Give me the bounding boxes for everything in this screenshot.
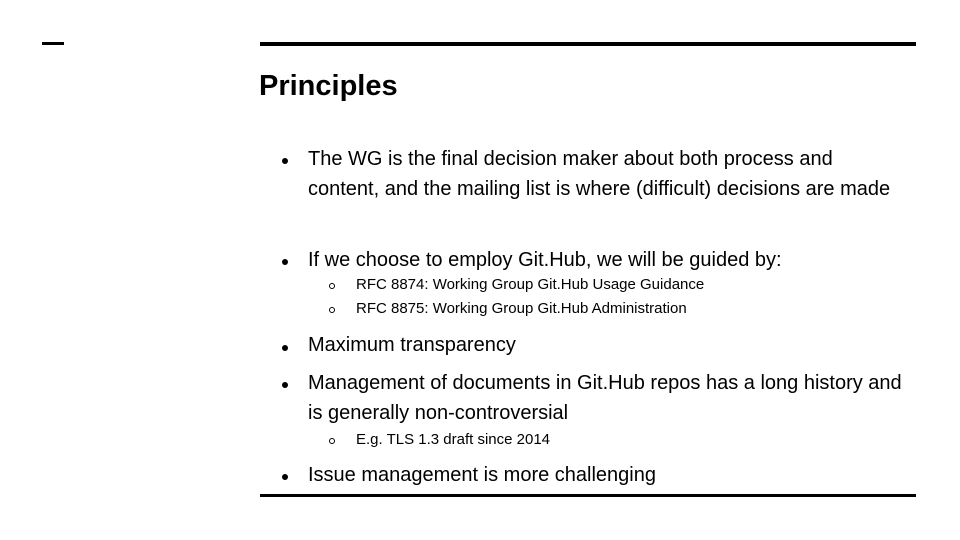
top-rule — [260, 42, 916, 46]
bullet-document-management: Management of documents in Git.Hub repos has a long history and is generally non-controversial — [308, 372, 902, 424]
sub-bullet-ring — [329, 307, 335, 313]
sub-bullet-rfc8875: RFC 8875: Working Group Git.Hub Administration — [356, 300, 687, 317]
slide-title: Principles — [259, 70, 398, 102]
bottom-rule — [260, 494, 916, 497]
bullet-dot — [282, 158, 288, 164]
bullet-issue-management: Issue management is more challenging — [308, 464, 656, 486]
sub-bullet-rfc8874: RFC 8874: Working Group Git.Hub Usage Guidance — [356, 276, 705, 293]
corner-dash — [42, 42, 64, 45]
sub-bullet-ring — [329, 283, 335, 289]
bullet-dot — [282, 345, 288, 351]
bullet-dot — [282, 474, 288, 480]
bullet-final-decision: The WG is the final decision maker about both process and content, and the mailing list is where (difficult) decisions are made — [308, 148, 891, 200]
bullet-dot — [282, 259, 288, 265]
sub-bullet-tls-example: E.g. TLS 1.3 draft since 2014 — [356, 431, 551, 448]
bullet-github-guidance: If we choose to employ Git.Hub, we will be guided by: — [308, 249, 782, 271]
sub-bullet-ring — [329, 438, 335, 444]
bullet-dot — [282, 382, 288, 388]
bullet-transparency: Maximum transparency — [308, 334, 516, 356]
